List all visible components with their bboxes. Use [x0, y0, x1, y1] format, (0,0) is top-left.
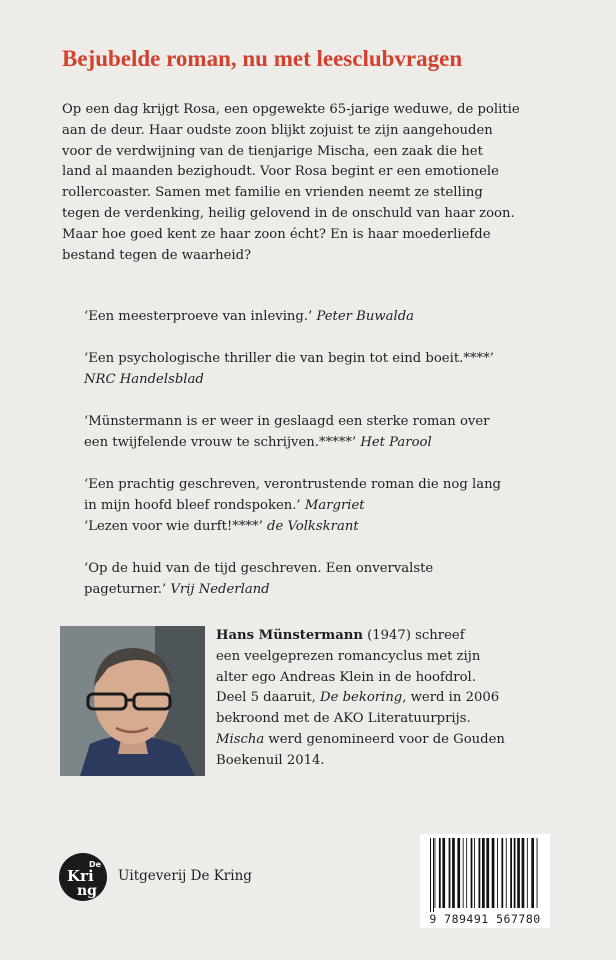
blurb-line: bestand tegen de waarheid?: [62, 247, 252, 263]
barcode-bar: [497, 838, 498, 908]
barcode-bar: [463, 838, 464, 908]
author-photo-illustration: [60, 626, 205, 776]
blurb-line: tegen de verdenking, heilig gelovend in de onschuld van haar zoon.: [62, 205, 515, 221]
quote-source: Vrij Nederland: [170, 581, 270, 597]
barcode-bar: [433, 838, 434, 914]
barcode-bar: [506, 838, 507, 908]
blurb-line: rollercoaster. Samen met familie en vrienden neemt ze stelling: [62, 185, 483, 201]
barcode-bar: [479, 838, 481, 908]
quote-source: Het Parool: [360, 434, 432, 450]
quote-text: ‘Op de huid van de tijd geschreven. Een onvervalste: [84, 561, 434, 576]
svg-text:Kri: Kri: [67, 867, 94, 885]
barcode-bar: [457, 838, 460, 908]
barcode-bar: [537, 838, 538, 908]
quote-source: de Volkskrant: [267, 519, 359, 534]
barcode-bar: [514, 838, 516, 908]
barcode-bar: [439, 838, 441, 908]
svg-text:De: De: [89, 860, 102, 869]
quote-text: pageturner.’: [84, 581, 167, 597]
author-name: Hans Münstermann: [216, 628, 363, 643]
review-quote: [84, 412, 584, 454]
quote-source: Peter Buwalda: [316, 309, 415, 324]
quote-text: een twijfelende vrouw te schrijven.*****’: [84, 434, 357, 450]
quote-text: ‘Münstermann is er weer in geslaagd een sterke roman over: [84, 414, 490, 429]
blurb-line: voor de verdwijning van de tienjarige Mischa, een zaak die het: [62, 143, 483, 159]
quote-text: ‘Een psychologische thriller die van begin tot eind boeit.****’: [84, 351, 494, 366]
quote-text: in mijn hoofd bleef rondspoken.’: [84, 497, 301, 513]
publisher-logo: [58, 852, 108, 902]
barcode-bar: [482, 838, 485, 908]
svg-text:ng: ng: [77, 883, 97, 899]
blurb-line: Maar hoe goed kent ze haar zoon écht? En is haar moederliefde: [62, 226, 491, 242]
quote-text: ‘Een prachtig geschreven, verontrustende roman die nog lang: [84, 477, 502, 492]
author-photo: [60, 626, 205, 776]
barcode-bar: [474, 838, 475, 908]
publisher-name: Uitgeverij De Kring: [118, 868, 252, 884]
author-bio: Hans Münstermann (1947) schreef een veelgeprezen romancyclus met zijn alter ego Andreas Klein in de hoofdrol. Deel 5 daaruit, De bekoring, werd in 2006 bekroond met de AKO Literatuurprijs. Mischa werd genomineerd voor de Gouden Boekenuil 2014.: [216, 628, 505, 768]
barcode-bar: [442, 838, 445, 908]
book-title: Mischa: [216, 731, 265, 747]
headline: Bejubelde roman, nu met leesclubvragen: [62, 46, 463, 71]
quote-source: NRC Handelsblad: [84, 371, 204, 387]
barcode-bar: [435, 838, 436, 908]
barcode-bar: [527, 838, 528, 908]
blurb-line: Op een dag krijgt Rosa, een opgewekte 65-jarige weduwe, de politie: [62, 102, 520, 117]
barcode-bar: [452, 838, 455, 908]
quote-source: Margriet: [304, 497, 365, 513]
review-quote: [84, 349, 584, 391]
review-quote: [84, 559, 584, 601]
barcode-bar: [531, 838, 534, 908]
blurb-line: land al maanden bezighoudt. Voor Rosa begint er een emotionele: [62, 164, 499, 180]
barcode-bar: [430, 838, 431, 914]
barcode: [420, 834, 550, 914]
barcode-bar: [510, 838, 512, 908]
barcode-bar: [471, 838, 473, 908]
review-quote: [84, 517, 584, 538]
barcode-bar: [492, 838, 495, 908]
review-quote: [84, 475, 584, 517]
barcode-bar: [517, 838, 520, 908]
barcode-bar: [466, 838, 467, 908]
barcode-bar: [522, 838, 525, 908]
barcode-bar: [449, 838, 451, 908]
blurb-line: aan de deur. Haar oudste zoon blijkt zojuist te zijn aangehouden: [62, 122, 493, 138]
review-quote: [84, 307, 584, 328]
blurb: [62, 100, 582, 266]
barcode-bar: [501, 838, 503, 908]
isbn-number: 9 789491 567780: [420, 912, 550, 928]
quote-text: ‘Lezen voor wie durft!****’: [84, 519, 263, 534]
book-title: De bekoring: [320, 690, 403, 706]
quote-text: ‘Een meesterproeve van inleving.’: [84, 309, 313, 324]
barcode-bar: [486, 838, 489, 908]
